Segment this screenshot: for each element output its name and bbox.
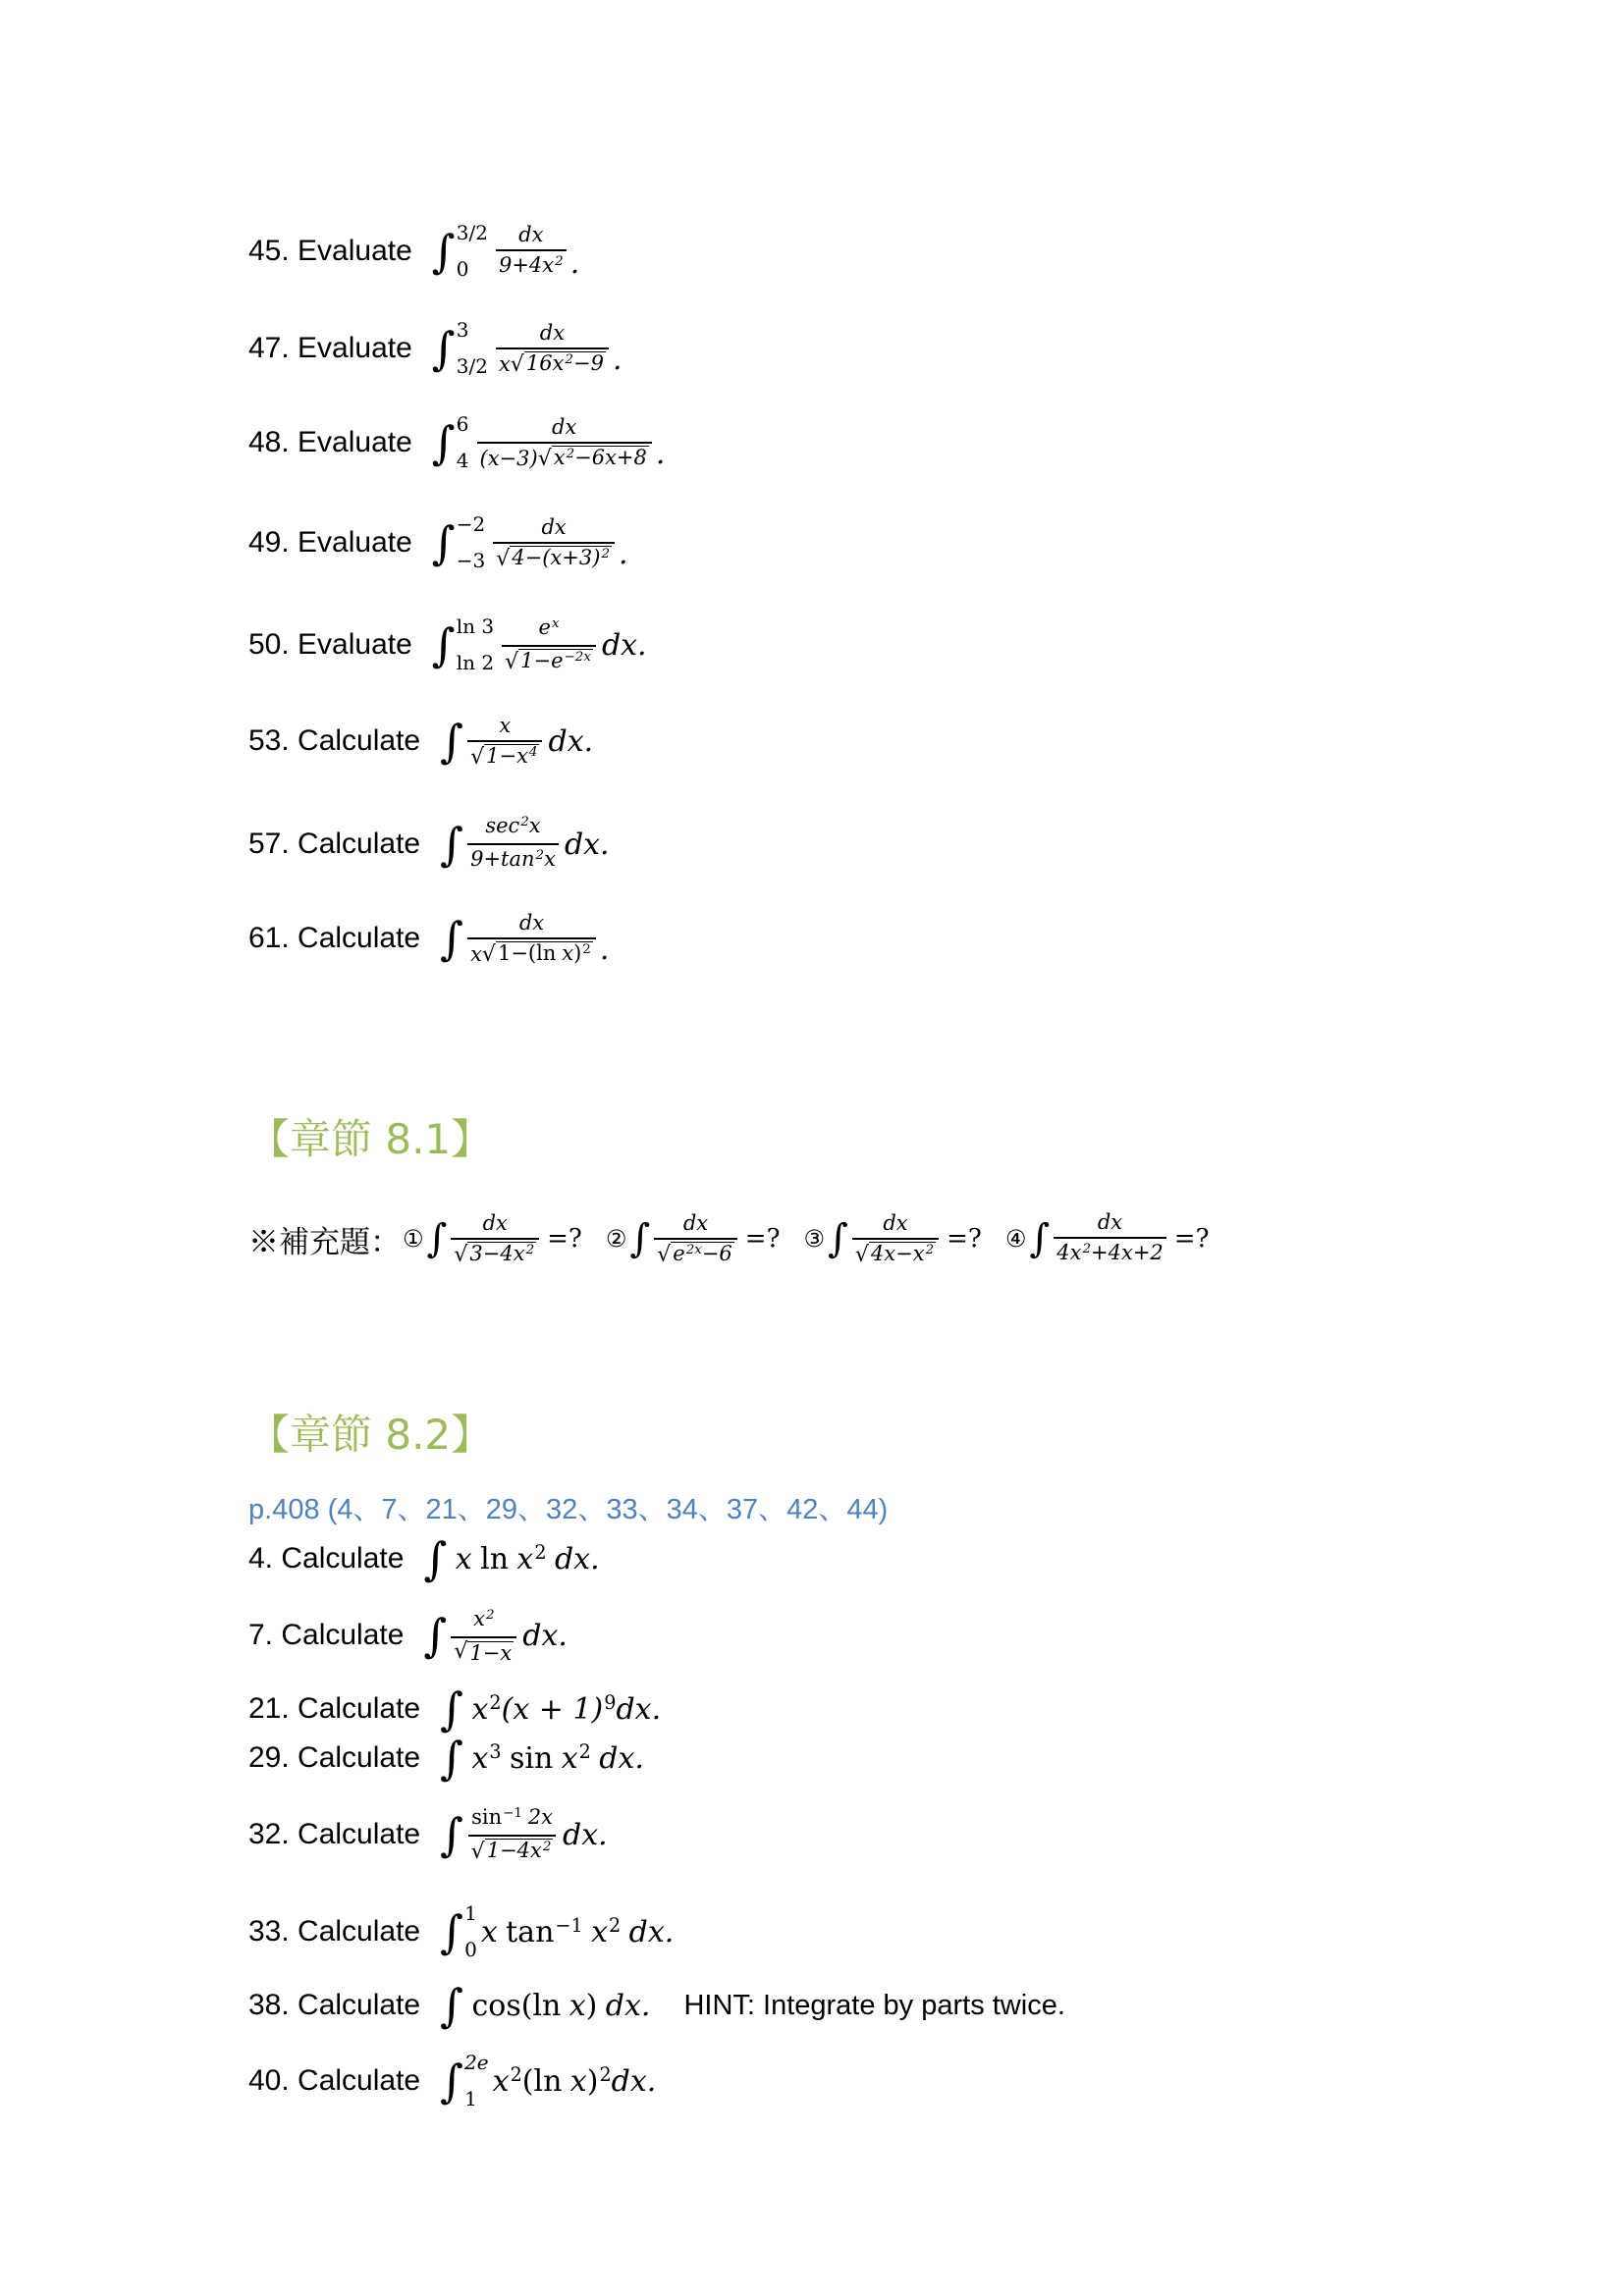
radicand xyxy=(524,351,606,377)
problem-45 xyxy=(248,212,579,291)
denominator xyxy=(451,1636,516,1664)
trailing-text: dx. xyxy=(601,627,647,663)
lower-limit: 0 xyxy=(456,257,469,281)
integrand xyxy=(463,1741,644,1776)
problem-label: 47. Evaluate xyxy=(248,332,412,364)
problem-label: 38. Calculate xyxy=(248,1989,421,2021)
numerator: dx xyxy=(1097,1209,1123,1234)
square-root xyxy=(454,1640,514,1664)
exponent: 2 xyxy=(534,1540,547,1564)
denominator-base: 9+tan xyxy=(470,847,535,871)
lower-limit: 4 xyxy=(456,449,469,472)
integral-sign: ∫ xyxy=(440,1905,464,1958)
square-root xyxy=(855,1242,936,1267)
denominator xyxy=(502,645,596,674)
problem-32 xyxy=(248,1795,608,1874)
fraction xyxy=(467,714,542,770)
variable: x xyxy=(562,940,574,965)
item-marker: ④ xyxy=(1004,1225,1027,1253)
hint-text: HINT: Integrate by parts twice. xyxy=(683,1989,1065,2021)
exponent: 2 xyxy=(555,253,564,269)
section-heading-8-1: 【章節 8.1】 xyxy=(248,1115,493,1163)
exponent: 2 xyxy=(535,848,545,864)
problem-label: 49. Evaluate xyxy=(248,526,412,559)
exponent: 2 xyxy=(582,941,591,957)
variable: x xyxy=(492,2063,510,2099)
trailing-text: dx. xyxy=(563,1817,608,1852)
lower-limit: −3 xyxy=(456,549,486,572)
problem-label: 29. Calculate xyxy=(248,1741,421,1774)
integrand xyxy=(463,1989,650,2023)
exponent: 2 xyxy=(489,1690,502,1714)
integral-limits xyxy=(457,616,494,673)
radicand-base: 16x xyxy=(525,350,565,375)
fraction xyxy=(451,1211,539,1267)
trailing-text: dx. xyxy=(616,1691,662,1727)
numerator-base: e xyxy=(538,615,551,639)
integral-limits xyxy=(464,2053,489,2109)
trailing-text: . xyxy=(612,343,623,377)
section-heading-8-2: 【章節 8.2】 xyxy=(248,1411,493,1459)
integral-limits xyxy=(464,1903,477,1960)
exponent: 2 xyxy=(1082,1241,1092,1256)
trailing-text: . xyxy=(655,437,666,471)
radical-sign: √ xyxy=(481,941,496,967)
exponent: x xyxy=(551,616,560,632)
formula xyxy=(423,1607,567,1664)
group: (x + 1) xyxy=(501,1691,604,1727)
denominator xyxy=(467,937,596,967)
radicand xyxy=(485,1839,554,1864)
upper-limit: 1 xyxy=(464,1901,477,1925)
item-marker: ② xyxy=(605,1225,627,1253)
fraction xyxy=(477,415,652,471)
exponent: 2 xyxy=(599,2062,612,2086)
numerator: dx xyxy=(541,514,567,539)
denominator xyxy=(451,1238,539,1267)
problem-4 xyxy=(248,1520,600,1598)
integral-sign: ∫ xyxy=(431,416,456,469)
formula xyxy=(432,223,579,281)
radical-sign: √ xyxy=(496,546,511,571)
radicand-rest: −9 xyxy=(572,350,604,375)
radicand xyxy=(518,649,593,674)
integrand xyxy=(447,1542,599,1576)
numerator-base: sec xyxy=(485,814,520,837)
fraction xyxy=(467,911,596,967)
numerator: dx xyxy=(883,1210,908,1235)
integrand xyxy=(493,2064,657,2099)
denominator xyxy=(493,542,615,571)
item-marker: ① xyxy=(403,1225,424,1253)
upper-limit: 3 xyxy=(456,318,469,342)
problem-57 xyxy=(248,805,610,883)
integral-sign: ∫ xyxy=(423,1532,448,1585)
exponent: 2 xyxy=(525,1242,535,1257)
formula xyxy=(432,414,666,471)
supplement-formulas xyxy=(403,1210,1233,1268)
integral-sign: ∫ xyxy=(431,322,456,375)
fraction xyxy=(496,321,609,377)
exponent: 2 xyxy=(601,546,610,561)
radicand xyxy=(869,1242,936,1267)
formula xyxy=(440,1805,608,1864)
radical-sign: √ xyxy=(505,650,519,674)
numerator: dx xyxy=(552,414,577,439)
integral-sign: ∫ xyxy=(440,2055,464,2108)
exponent: 2 xyxy=(609,1913,622,1937)
numerator-rest: 2x xyxy=(527,1805,554,1829)
trailing-text: . xyxy=(619,537,628,571)
formula xyxy=(440,1731,644,1786)
item-marker: ③ xyxy=(803,1225,826,1253)
radical-sign: √ xyxy=(854,1242,869,1267)
square-root xyxy=(538,446,649,471)
trailing-text: . xyxy=(599,932,610,967)
denominator xyxy=(477,442,652,471)
integral-sign: ∫ xyxy=(440,1979,464,2032)
denominator xyxy=(496,249,567,281)
fraction xyxy=(502,615,596,674)
integral-sign: ∫ xyxy=(431,225,456,278)
function-name: ln xyxy=(480,1541,510,1576)
denominator-prefix: (x−3) xyxy=(479,446,538,470)
lower-limit: 0 xyxy=(464,1938,477,1961)
problem-label: 48. Evaluate xyxy=(248,426,412,458)
radicand xyxy=(496,941,593,967)
exponent: 2 xyxy=(510,2062,522,2086)
fraction xyxy=(451,1607,516,1664)
fraction xyxy=(496,223,567,281)
radicand-base: 3−4x xyxy=(469,1241,525,1265)
numerator: x xyxy=(499,713,512,737)
numerator xyxy=(467,1805,557,1835)
integral-sign: ∫ xyxy=(440,912,464,965)
variable: x xyxy=(591,1914,608,1949)
radicand-base: 1−e xyxy=(520,649,564,672)
equals-question: =? xyxy=(744,1224,781,1254)
radicand-rest: −6 xyxy=(701,1241,732,1265)
denominator-rest: +4x+2 xyxy=(1091,1240,1164,1264)
exponent: 4 xyxy=(528,744,538,760)
problem-40 xyxy=(248,2042,656,2120)
problem-49 xyxy=(248,504,628,582)
function-name: ln xyxy=(536,940,557,965)
numerator: dx xyxy=(539,320,566,345)
integrand xyxy=(481,1915,674,1949)
denominator-base: 9+4x xyxy=(498,252,555,277)
group-close: ) xyxy=(586,2063,599,2099)
square-root xyxy=(482,941,593,967)
function-name: sin xyxy=(471,1805,503,1829)
problem-label: 53. Calculate xyxy=(248,724,421,757)
denominator-base: 4x xyxy=(1056,1240,1082,1264)
square-root xyxy=(470,744,539,770)
lower-limit: 3/2 xyxy=(456,354,488,378)
function-name: cos(ln xyxy=(471,1988,562,2023)
radical-sign: √ xyxy=(510,351,524,377)
function-name: sin xyxy=(510,1740,554,1776)
radicand xyxy=(467,1641,514,1664)
radical-sign: √ xyxy=(454,1242,468,1267)
problem-33 xyxy=(248,1893,674,1971)
exponent: 2 xyxy=(542,1840,552,1855)
radicand-base: 1−x xyxy=(469,1641,513,1665)
trailing-text: dx. xyxy=(599,1740,644,1776)
exponent: 2x xyxy=(685,1242,702,1257)
group-open: (ln xyxy=(521,2063,563,2099)
square-root xyxy=(505,649,593,674)
trailing-text: dx. xyxy=(522,1618,568,1653)
close-paren: ) xyxy=(573,940,582,965)
formula xyxy=(440,2053,656,2109)
exponent: 9 xyxy=(604,1690,617,1714)
upper-limit: 2e xyxy=(464,2051,489,2074)
radicand xyxy=(467,1242,536,1267)
exponent: 2 xyxy=(520,815,529,830)
denominator-rest: x xyxy=(544,847,556,871)
supplement-lead: ※補充題： xyxy=(248,1224,401,1260)
integral-sign: ∫ xyxy=(440,1808,464,1861)
formula xyxy=(440,1903,674,1960)
problem-label: 7. Calculate xyxy=(248,1619,405,1651)
problem-label: 45. Evaluate xyxy=(248,235,412,267)
problem-label: 57. Calculate xyxy=(248,828,421,860)
variable: x xyxy=(471,1740,489,1776)
problem-label: 33. Calculate xyxy=(248,1915,421,1948)
radicand xyxy=(484,744,539,770)
integral-sign: ∫ xyxy=(629,1216,651,1261)
numerator: dx xyxy=(482,1210,508,1235)
integral-limits xyxy=(457,514,485,571)
exponent: −1 xyxy=(503,1806,522,1822)
lower-limit: 1 xyxy=(464,2087,477,2110)
radical-sign: √ xyxy=(537,446,552,471)
problem-label: 32. Calculate xyxy=(248,1818,421,1850)
square-root xyxy=(657,1242,734,1267)
trailing-text: dx. xyxy=(564,827,610,862)
numerator: dx xyxy=(518,910,545,934)
radicand-base: 1−x xyxy=(486,743,528,768)
integral-sign: ∫ xyxy=(440,818,464,871)
formula xyxy=(440,911,609,967)
upper-limit: ln 3 xyxy=(456,614,495,638)
function-name: tan xyxy=(506,1914,555,1949)
integral-limits xyxy=(457,320,488,377)
trailing-text: dx. xyxy=(628,1914,675,1949)
integral-sign: ∫ xyxy=(440,1682,464,1735)
problem-53 xyxy=(248,702,593,780)
denominator xyxy=(1054,1237,1166,1268)
problem-7 xyxy=(248,1596,568,1675)
problem-label: 61. Calculate xyxy=(248,922,421,954)
upper-limit: 6 xyxy=(456,412,469,436)
integral-sign: ∫ xyxy=(440,1732,464,1785)
trailing-text: . xyxy=(569,245,580,281)
radical-sign: √ xyxy=(454,1639,468,1664)
square-root xyxy=(471,1839,554,1864)
exponent: 2 xyxy=(925,1242,935,1257)
close-paren: ) xyxy=(585,1988,598,2023)
trailing-text: dx. xyxy=(605,1988,651,2023)
formula xyxy=(423,1531,599,1586)
formula xyxy=(440,814,610,875)
variable: x xyxy=(516,1541,534,1576)
variable: x xyxy=(568,1988,586,2023)
problem-48 xyxy=(248,403,665,482)
formula xyxy=(440,714,593,770)
radical-sign: √ xyxy=(657,1242,672,1267)
problem-label: 21. Calculate xyxy=(248,1692,421,1725)
supplement-problems xyxy=(248,1200,1233,1278)
formula xyxy=(440,1978,650,2033)
upper-limit: −2 xyxy=(456,512,486,536)
variable: x xyxy=(561,1740,578,1776)
denominator xyxy=(467,740,542,770)
problem-38 xyxy=(248,1966,1065,2045)
radicand-base: 1−4x xyxy=(486,1839,542,1862)
radicand-base: 4x−x xyxy=(870,1241,925,1265)
integral-sign: ∫ xyxy=(431,618,456,671)
numerator-rest: x xyxy=(528,814,541,837)
variable: x xyxy=(569,2063,587,2099)
fraction xyxy=(467,1805,557,1864)
denominator xyxy=(467,843,559,875)
fraction xyxy=(493,515,615,571)
formula xyxy=(432,320,623,377)
denominator xyxy=(852,1238,939,1267)
radical-sign: √ xyxy=(470,744,485,770)
upper-limit: 3/2 xyxy=(456,221,488,244)
integral-limits xyxy=(457,414,469,471)
radicand-base: 4−(x+3) xyxy=(512,545,601,569)
equals-question: =? xyxy=(947,1224,982,1254)
equals-question: =? xyxy=(547,1224,582,1254)
exponent: 2 xyxy=(566,446,575,461)
problem-47 xyxy=(248,309,622,388)
numerator xyxy=(469,1607,498,1636)
integral-limits xyxy=(457,223,488,280)
integral-sign: ∫ xyxy=(423,1609,448,1662)
radicand xyxy=(552,446,649,471)
radical-sign: √ xyxy=(470,1840,485,1864)
numerator-base: x xyxy=(473,1607,485,1630)
integral-sign: ∫ xyxy=(431,516,456,569)
problem-61 xyxy=(248,899,609,978)
formula xyxy=(432,615,647,674)
formula xyxy=(432,514,628,571)
exponent: 2 xyxy=(565,351,573,367)
problem-29 xyxy=(248,1719,644,1797)
fraction xyxy=(852,1211,939,1267)
radicand-base: e xyxy=(673,1241,685,1265)
problem-label: 40. Calculate xyxy=(248,2064,421,2097)
numerator: dx xyxy=(682,1210,709,1235)
integral-sign: ∫ xyxy=(440,715,464,768)
integral-sign: ∫ xyxy=(828,1216,848,1261)
denominator-prefix: x xyxy=(470,941,482,966)
square-root xyxy=(454,1242,536,1267)
radicand xyxy=(671,1242,734,1267)
denominator xyxy=(468,1835,557,1864)
numerator: dx xyxy=(518,222,544,246)
radicand-rest: −6x+8 xyxy=(574,445,647,469)
problem-label: 4. Calculate xyxy=(248,1542,405,1575)
radicand-base: 1−( xyxy=(497,940,537,965)
exponent: 3 xyxy=(489,1739,502,1763)
trailing-text: dx. xyxy=(611,2063,657,2099)
numerator xyxy=(535,615,564,645)
problem-50 xyxy=(248,606,647,684)
square-root xyxy=(496,546,612,571)
denominator xyxy=(496,347,609,377)
square-root xyxy=(511,351,606,377)
variable: x xyxy=(471,1691,489,1727)
integral-sign: ∫ xyxy=(1029,1216,1051,1261)
radicand-base: x xyxy=(553,445,566,469)
fraction xyxy=(1054,1210,1166,1268)
assigned-pages: p.408 (4、7、21、29、32、33、34、37、42、44) xyxy=(248,1493,889,1525)
fraction xyxy=(654,1211,737,1267)
exponent: 2 xyxy=(578,1739,591,1763)
exponent: 2 xyxy=(485,1608,495,1624)
equals-question: =? xyxy=(1173,1224,1210,1254)
variable: x xyxy=(455,1541,472,1576)
fraction xyxy=(467,814,559,875)
integral-sign: ∫ xyxy=(426,1216,448,1261)
trailing-text: dx. xyxy=(554,1541,600,1576)
problem-label: 50. Evaluate xyxy=(248,628,412,661)
lower-limit: ln 2 xyxy=(456,651,495,674)
trailing-text: dx. xyxy=(548,723,594,759)
denominator xyxy=(654,1238,737,1267)
radicand xyxy=(510,546,612,571)
exponent: −2x xyxy=(564,650,591,666)
variable: x xyxy=(480,1914,498,1949)
exponent: −1 xyxy=(555,1913,583,1937)
numerator xyxy=(481,814,544,843)
denominator-prefix: x xyxy=(498,351,511,376)
